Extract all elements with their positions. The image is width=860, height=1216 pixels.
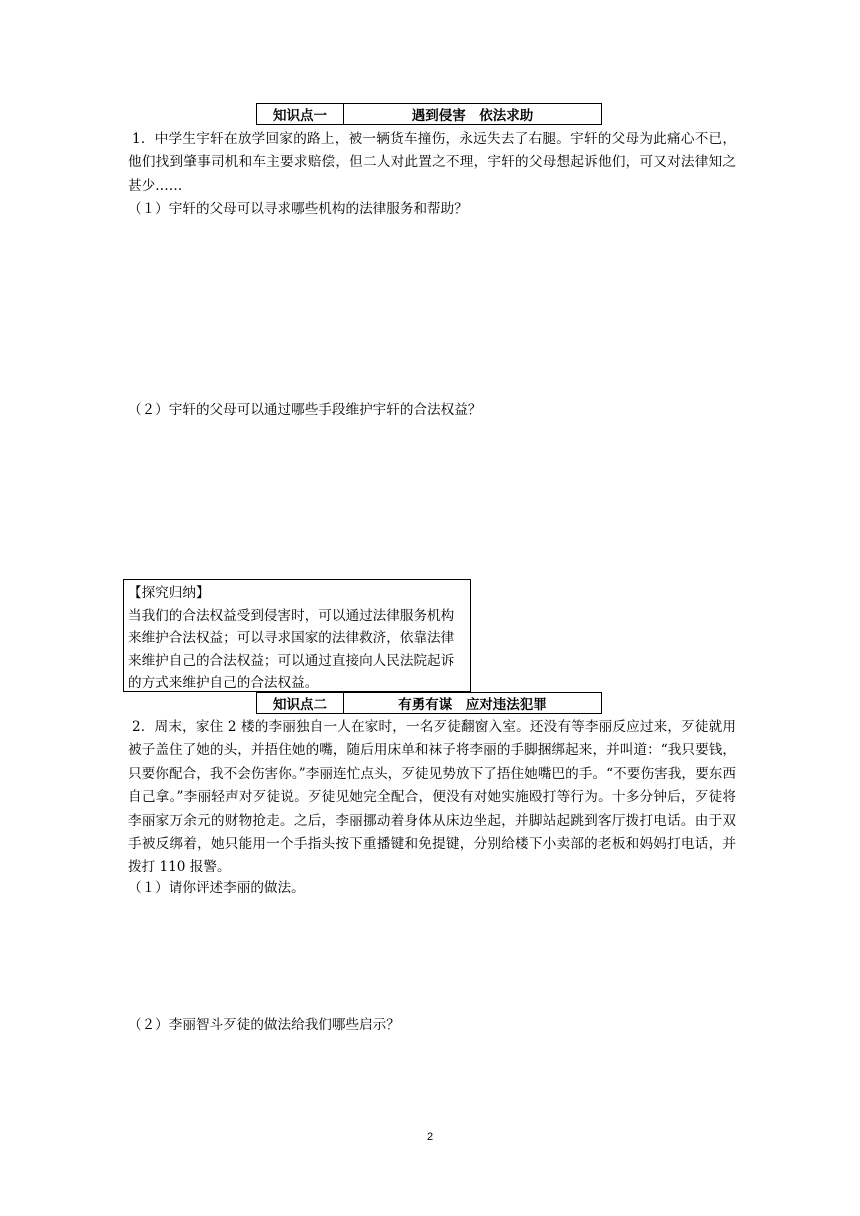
knowledge-point-1-title: 遇到侵害 依法求助: [411, 108, 534, 124]
knowledge-point-1-label: 知识点一: [257, 104, 344, 124]
case-1-question-2: （２）宇轩的父母可以通过哪些手段维护宇轩的合法权益？: [128, 402, 482, 418]
case-1-text: 1．中学生宇轩在放学回家的路上，被一辆货车撞伤，永远失去了右腿。宇轩的父母为此痛心不已，他们找到肇事司机和车主要求赔偿，但二人对此置之不理，宇轩的父母想起诉他们，可又对法律知之甚少……: [128, 131, 736, 194]
case-2-question-2: （２）李丽智斗歹徒的做法给我们哪些启示？: [128, 1017, 400, 1033]
summary-text: 当我们的合法权益受到侵害时，可以通过法律服务机构来维护合法权益；可以寻求国家的法律救济，依靠法律来维护自己的合法权益；可以通过直接向人民法院起诉的方式来维护自己的合法权益。: [128, 607, 455, 692]
summary-title: 【探究归纳】: [128, 585, 210, 601]
case-2-text: 2．周末，家住 2 楼的李丽独自一人在家时，一名歹徒翻窗入室。还没有等李丽反应过来，歹徒就用被子盖住了她的头，并捂住她的嘴，随后用床单和袜子将李丽的手脚捆绑起来，并叫道：“我只要钱，只要你配合，我不会伤害你。”李丽连忙点头，歹徒见势放下了捂住她嘴巴的手。“不要伤害我，要东西自己拿。”李丽轻声对歹徒说。歹徒见她完全配合，便没有对她实施殴打等行为。十多分钟后，歹徒将李丽家万余元的财物抢走。之后，李丽挪动着身体从床边坐起，并脚站起跳到客厅拨打电话。由于双手被反绑着，她只能用一个手指头按下重播键和免提键，分别给楼下小卖部的老板和妈妈打电话，并拨打 110 报警。: [128, 719, 736, 876]
case-2-question-1: （１）请你评述李丽的做法。: [128, 880, 305, 896]
summary-box: [123, 579, 471, 692]
knowledge-point-2-title: 有勇有谋 应对违法犯罪: [398, 697, 547, 713]
knowledge-point-2-label: 知识点二: [257, 693, 344, 713]
knowledge-point-2-header: [256, 692, 602, 714]
knowledge-point-1-header: [256, 103, 602, 125]
page-number: 2: [426, 1131, 434, 1143]
case-1-question-1: （１）宇轩的父母可以寻求哪些机构的法律服务和帮助？: [128, 201, 468, 217]
